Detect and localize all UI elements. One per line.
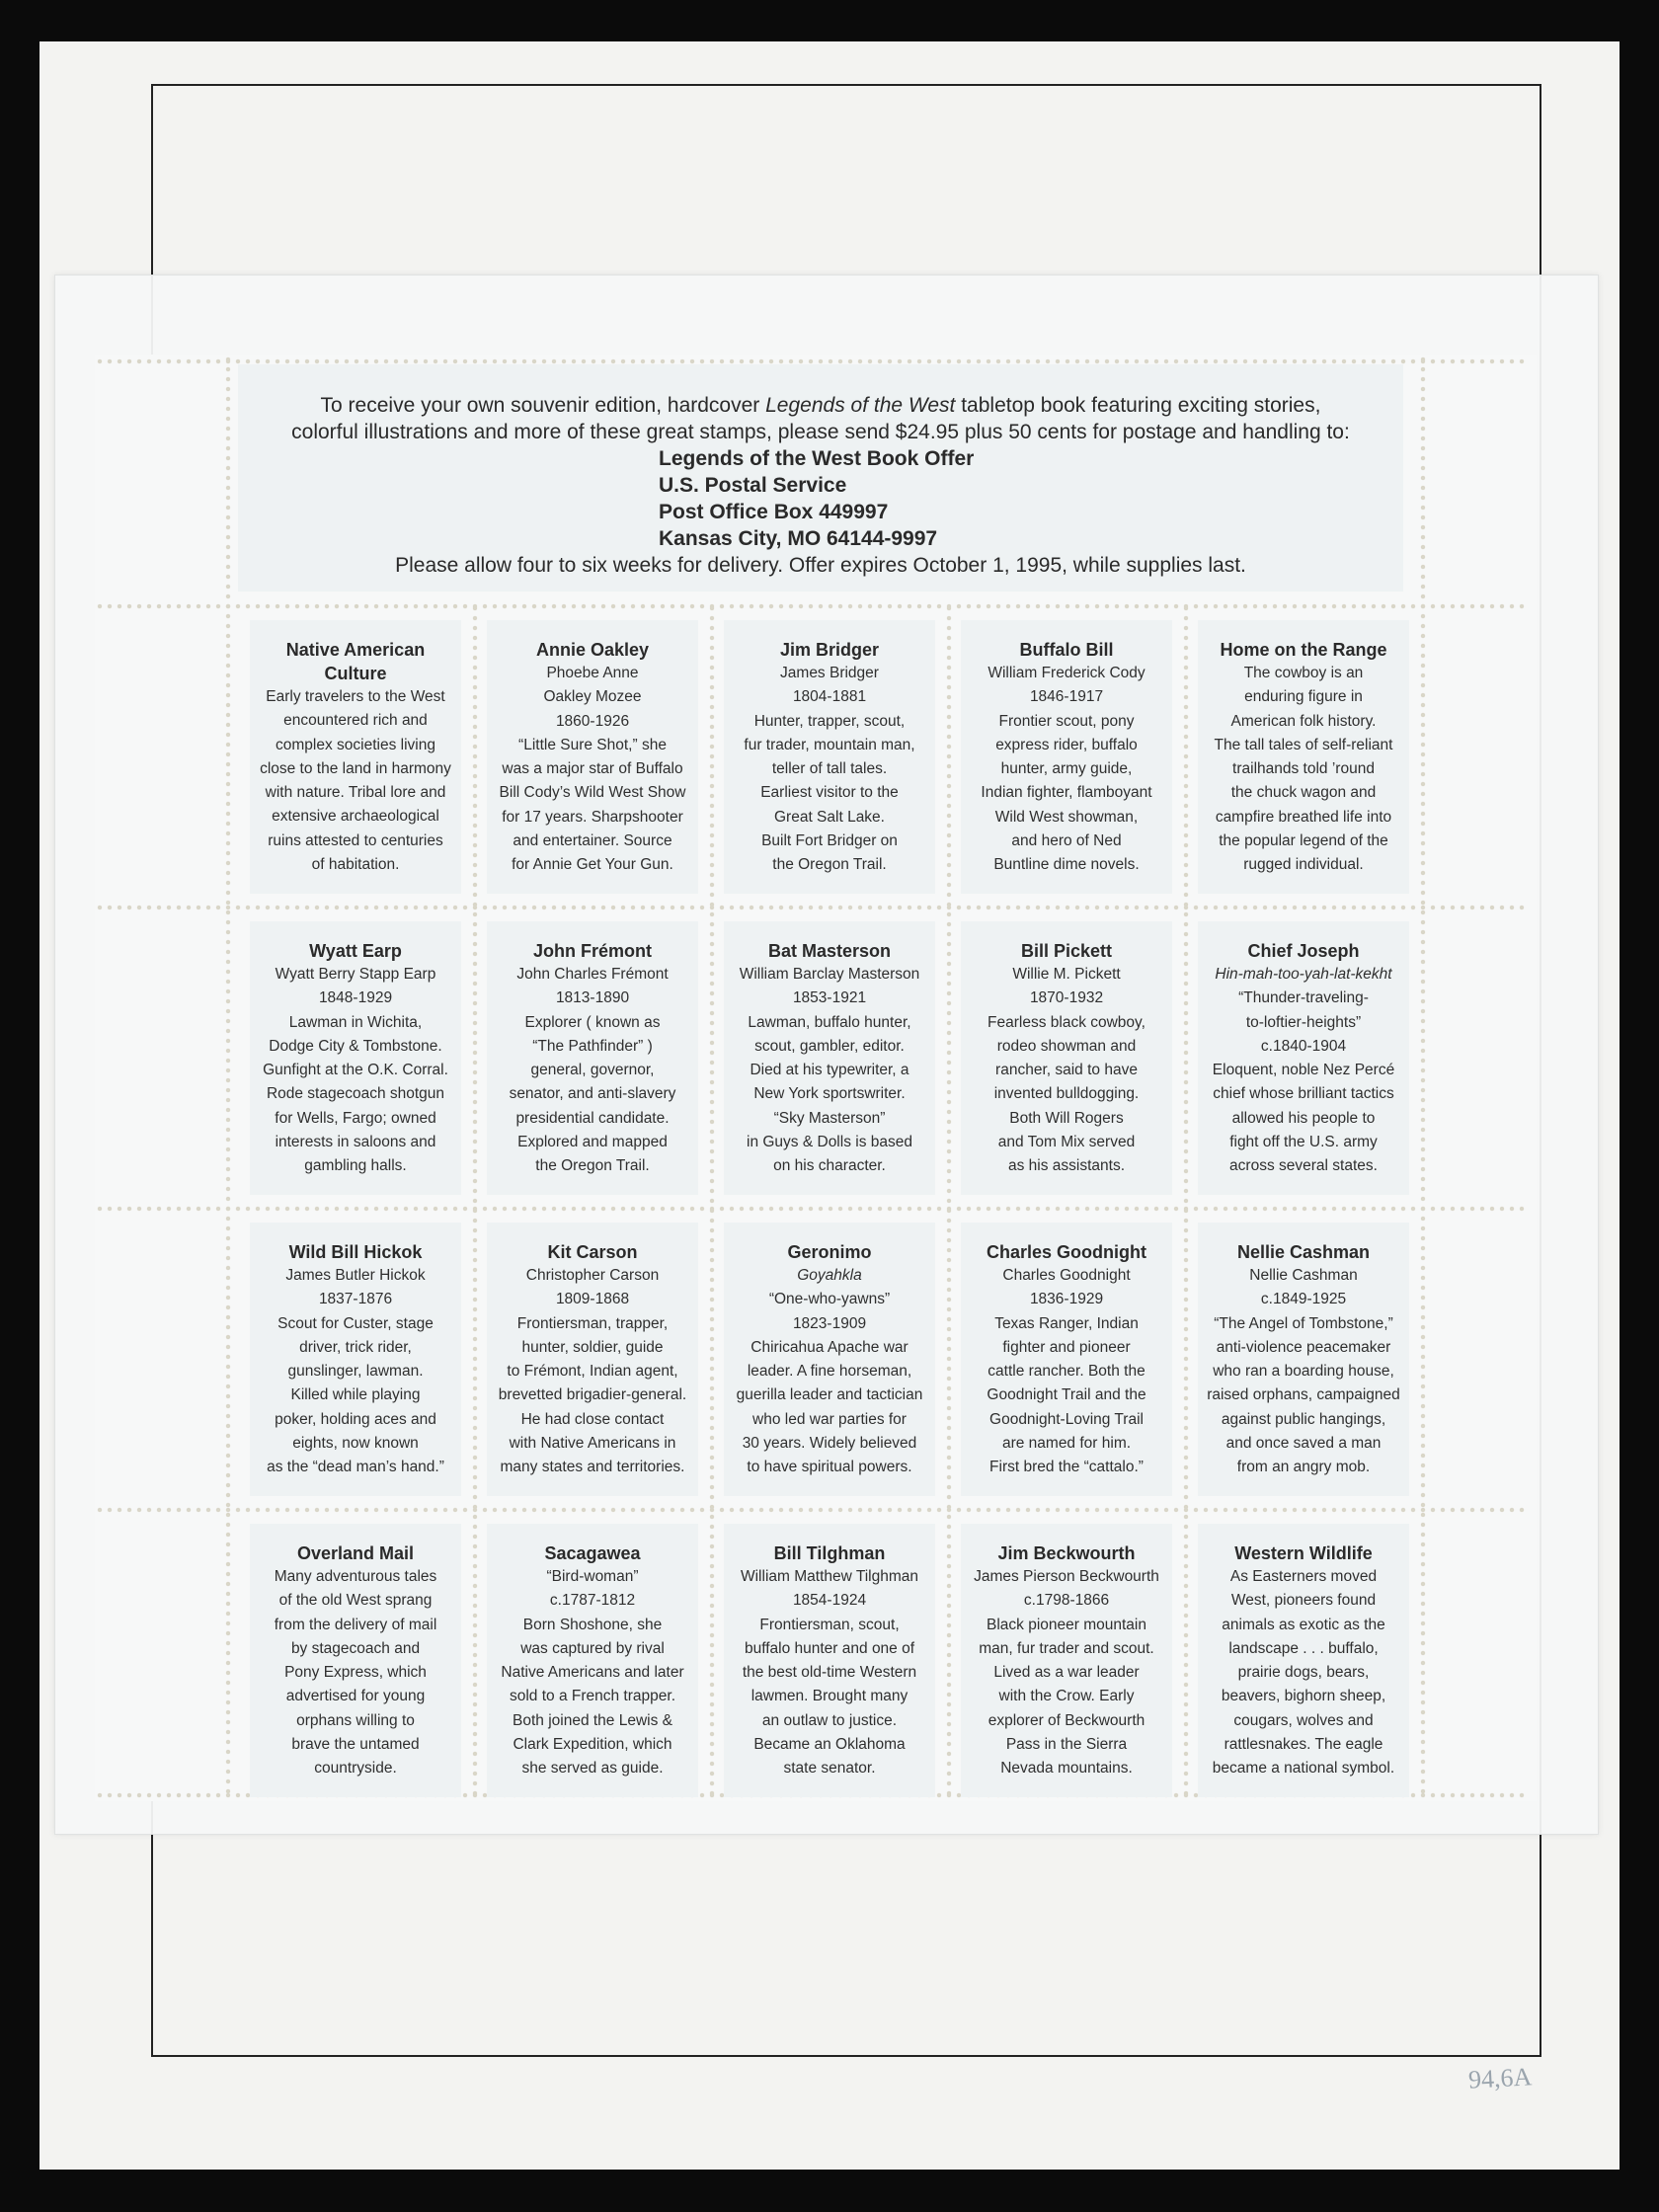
- address-line: U.S. Postal Service: [659, 474, 847, 497]
- stamp-text-line: Nellie Cashman: [1249, 1267, 1358, 1284]
- stamp-text-line: “The Pathfinder” ): [532, 1037, 653, 1055]
- stamp-text-line: 1854-1924: [792, 1592, 867, 1610]
- stamp-text-line: she served as guide.: [521, 1760, 664, 1778]
- stamp-text-line: campfire breathed life into: [1215, 808, 1392, 826]
- stamp-text-line: encountered rich and: [283, 712, 428, 730]
- stamp-text-line: Native Americans and later: [501, 1664, 684, 1682]
- stamp-cell: [475, 908, 712, 1209]
- stamp-text-line: was a major star of Buffalo: [502, 760, 683, 778]
- stamp-text-line: Wild West showman,: [994, 808, 1139, 826]
- stamp-text-line: gambling halls.: [304, 1157, 407, 1175]
- stamp-cell: [238, 1209, 475, 1510]
- stamp-text-line: general, governor,: [530, 1062, 655, 1079]
- stamp-text-line: to-loftier-heights”: [1245, 1013, 1362, 1031]
- book-title: Legends of the West: [765, 394, 956, 417]
- stamp-text-line: John Charles Frémont: [516, 966, 669, 983]
- stamp-text-line: c.1787-1812: [549, 1592, 636, 1610]
- stamp-text-line: Earliest visitor to the: [760, 784, 899, 802]
- stamp-text-line: 1813-1890: [555, 989, 630, 1007]
- stamp-title: Home on the Range: [1220, 640, 1387, 660]
- stamp-cell: [712, 1209, 949, 1510]
- stamp-text-line: senator, and anti-slavery: [509, 1085, 676, 1103]
- stamp-text-line: Lawman in Wichita,: [288, 1013, 423, 1031]
- stamp-cell: [1186, 1510, 1423, 1811]
- stamp-text-line: sold to a French trapper.: [509, 1688, 675, 1705]
- stamp-text-line: complex societies living: [276, 736, 435, 753]
- stamp-text-line: Chiricahua Apache war: [750, 1338, 908, 1356]
- stamp-text-line: “Thunder-traveling-: [1238, 989, 1369, 1007]
- stamp-text-line: The tall tales of self-reliant: [1214, 736, 1393, 753]
- stamp: [1198, 1223, 1409, 1496]
- stamp-text-line: advertised for young: [285, 1688, 426, 1705]
- stamp-text-line: Goodnight Trail and the: [987, 1386, 1146, 1404]
- stamp-text-line: Built Fort Bridger on: [761, 832, 898, 850]
- stamp-text-line: fur trader, mountain man,: [744, 736, 915, 753]
- stamp-title: Sacagawea: [544, 1543, 641, 1563]
- stamp-cell: [1186, 606, 1423, 908]
- stamp: [487, 620, 698, 894]
- stamp-cell: [712, 1510, 949, 1811]
- stamp-text-line: Texas Ranger, Indian: [994, 1314, 1139, 1332]
- stamp-text-line: rodeo showman and: [996, 1037, 1137, 1055]
- stamp-text-line: “Little Sure Shot,” she: [518, 736, 667, 753]
- stamp-text-line: Black pioneer mountain: [987, 1616, 1146, 1633]
- stamp-text-line: 1846-1917: [1029, 688, 1104, 706]
- stamp: [487, 921, 698, 1195]
- stamp-text-line: chief whose brilliant tactics: [1213, 1085, 1394, 1103]
- stamp-text-line: Both joined the Lewis &: [513, 1711, 672, 1729]
- stamp-title: Chief Joseph: [1247, 941, 1360, 961]
- stamp-text-line: Many adventurous tales: [274, 1568, 437, 1585]
- stamp-text-line: Hunter, trapper, scout,: [753, 712, 906, 730]
- stamp: [250, 620, 461, 894]
- stamp-text-line: and Tom Mix served: [997, 1134, 1136, 1151]
- stamp-text-line: guerilla leader and tactician: [736, 1386, 923, 1404]
- stamp-text-line: 1823-1909: [792, 1314, 867, 1332]
- stamp-text-line: interests in saloons and: [275, 1134, 436, 1151]
- stamp-text-line: Goyahkla: [797, 1267, 862, 1284]
- stamp-text-line: Gunfight at the O.K. Corral.: [263, 1062, 448, 1079]
- stamp-text-line: close to the land in harmony: [260, 759, 451, 777]
- stamp-text-line: “The Angel of Tombstone,”: [1214, 1314, 1393, 1332]
- stamp-text-line: by stagecoach and: [290, 1639, 421, 1657]
- stamp-text-line: buffalo hunter and one of: [744, 1639, 915, 1657]
- stamp-text-line: ruins attested to centuries: [268, 831, 443, 849]
- address-line: Kansas City, MO 64144-9997: [659, 527, 938, 550]
- stamp-text-line: of the old West sprang: [278, 1592, 433, 1610]
- stamp-title: Kit Carson: [547, 1242, 638, 1262]
- stamp-text-line: 1836-1929: [1029, 1291, 1104, 1308]
- stamp-title: Western Wildlife: [1234, 1543, 1373, 1563]
- stamp-text-line: Explorer ( known as: [524, 1013, 661, 1031]
- stamp: [487, 1524, 698, 1797]
- stamp-text-line: hunter, soldier, guide: [521, 1338, 664, 1356]
- stamp-text-line: explorer of Beckwourth: [988, 1711, 1146, 1729]
- stamp: [487, 1223, 698, 1496]
- address-line: Post Office Box 449997: [659, 501, 889, 523]
- stamp-sheet: [95, 355, 1537, 1801]
- stamp-text-line: American folk history.: [1230, 712, 1377, 730]
- stamp-text-line: fighter and pioneer: [1002, 1338, 1131, 1356]
- stamp-cell: [238, 908, 475, 1209]
- stamp-text-line: an outlaw to justice.: [761, 1711, 898, 1729]
- stamp-title: Annie Oakley: [535, 640, 650, 660]
- stamp-text-line: to Frémont, Indian agent,: [507, 1363, 678, 1381]
- stamp-text-line: “Bird-woman”: [546, 1568, 639, 1585]
- stamp-text-line: animals as exotic as the: [1222, 1616, 1385, 1633]
- stamp-cell: [712, 606, 949, 908]
- stamp-cell: [1186, 1209, 1423, 1510]
- stamp-text-line: landscape . . . buffalo,: [1228, 1639, 1379, 1657]
- stamp-text-line: Killed while playing: [290, 1386, 421, 1404]
- stamp-cell: [1186, 908, 1423, 1209]
- stamp-text-line: Clark Expedition, which: [513, 1736, 672, 1754]
- stamp-cell: [238, 606, 475, 908]
- stamp-text-line: was captured by rival: [520, 1639, 665, 1657]
- stamp-text-line: are named for him.: [1001, 1435, 1132, 1453]
- stamp-cell: [949, 1510, 1186, 1811]
- stamp-text-line: Pass in the Sierra: [1005, 1736, 1128, 1754]
- stamp-title: Native American: [285, 640, 426, 660]
- stamp-text-line: from an angry mob.: [1236, 1459, 1371, 1476]
- stamp-text-line: man, fur trader and scout.: [979, 1639, 1154, 1657]
- stamp-text-line: 1837-1876: [318, 1291, 393, 1308]
- stamp-text-line: with nature. Tribal lore and: [265, 784, 446, 802]
- stamp: [724, 1223, 935, 1496]
- stamp-text-line: Phoebe Anne: [546, 665, 639, 681]
- stamp-text-line: many states and territories.: [500, 1459, 685, 1476]
- stamp-text-line: invented bulldogging.: [993, 1085, 1140, 1103]
- offer-text-line-2: colorful illustrations and more of these great stamps, please send $24.95 plus 50 cents for postage and handling to:: [291, 421, 1350, 443]
- stamp-title: Jim Beckwourth: [997, 1543, 1136, 1563]
- stamp-text-line: William Frederick Cody: [988, 665, 1146, 681]
- stamp-cell: [475, 606, 712, 908]
- stamp-text-line: rancher, said to have: [995, 1062, 1138, 1079]
- stamp-text-line: scout, gambler, editor.: [754, 1037, 905, 1055]
- stamp-text-line: 1860-1926: [555, 712, 630, 730]
- stamp-title: Geronimo: [787, 1242, 872, 1262]
- stamp-text-line: cougars, wolves and: [1233, 1711, 1374, 1729]
- stamp-text-line: presidential candidate.: [515, 1109, 670, 1127]
- stamp-mount: [54, 275, 1599, 1835]
- stamp: [1198, 921, 1409, 1195]
- book-offer-header: [238, 364, 1403, 592]
- stamp-text-line: the popular legend of the: [1219, 832, 1388, 850]
- stamp-text-line: on his character.: [773, 1157, 886, 1175]
- stamp-text-line: brave the untamed: [291, 1736, 420, 1754]
- stamp-text-line: became a national symbol.: [1212, 1760, 1395, 1778]
- stamp: [961, 1524, 1172, 1797]
- stamp-text-line: c.1849-1925: [1260, 1291, 1347, 1308]
- stamp-title: Wild Bill Hickok: [288, 1242, 423, 1262]
- stamp-text-line: teller of tall tales.: [771, 760, 888, 778]
- stamp: [961, 620, 1172, 894]
- stamp-text-line: Lived as a war leader: [993, 1664, 1140, 1682]
- stamp-text-line: raised orphans, campaigned: [1207, 1386, 1400, 1404]
- stamp-text-line: First bred the “cattalo.”: [989, 1459, 1144, 1476]
- stamp-text-line: “Sky Masterson”: [773, 1109, 886, 1127]
- stamp-title: Wyatt Earp: [309, 941, 402, 961]
- stamp-text-line: in Guys & Dolls is based: [747, 1134, 912, 1151]
- stamp-text-line: Nevada mountains.: [1000, 1760, 1133, 1778]
- stamp-text-line: the Oregon Trail.: [772, 856, 887, 874]
- stamp-text-line: Fearless black cowboy,: [988, 1013, 1146, 1031]
- stamp-text-line: 30 years. Widely believed: [742, 1435, 917, 1453]
- stamp-text-line: who led war parties for: [752, 1410, 907, 1428]
- stamp-text-line: Born Shoshone, she: [522, 1616, 663, 1633]
- stamp-title: Culture: [324, 664, 387, 683]
- offer-text-line-1: To receive your own souvenir edition, hardcover Legends of the West tabletop book featuring exciting stories,: [320, 394, 1321, 417]
- stamp-text-line: Indian fighter, flamboyant: [981, 784, 1152, 802]
- stamp: [724, 1524, 935, 1797]
- stamp-text-line: Willie M. Pickett: [1012, 966, 1121, 983]
- stamp-text-line: who ran a boarding house,: [1213, 1363, 1394, 1381]
- stamp-text-line: allowed his people to: [1231, 1109, 1376, 1127]
- stamp-text-line: express rider, buffalo: [995, 736, 1138, 753]
- stamp-text-line: brevetted brigadier-general.: [498, 1386, 687, 1404]
- stamp-text-line: William Matthew Tilghman: [740, 1568, 919, 1585]
- stamp-text-line: Oakley Mozee: [543, 688, 642, 706]
- stamp-text-line: as the “dead man’s hand.”: [267, 1459, 444, 1476]
- stamp-text-line: and once saved a man: [1225, 1435, 1382, 1453]
- stamp-text-line: enduring figure in: [1244, 688, 1363, 706]
- stamp-text-line: rugged individual.: [1243, 856, 1364, 874]
- stamp-text-line: Buntline dime novels.: [993, 856, 1140, 874]
- stamp-text-line: beavers, bighorn sheep,: [1221, 1688, 1386, 1705]
- stamp-text-line: 1848-1929: [318, 989, 393, 1007]
- stamp: [961, 1223, 1172, 1496]
- stamp-text-line: cattle rancher. Both the: [988, 1363, 1146, 1381]
- stamp-text-line: across several states.: [1229, 1157, 1378, 1175]
- stamp-text-line: Lawman, buffalo hunter,: [748, 1013, 911, 1031]
- album-page-number: 94,6A: [1467, 2062, 1533, 2094]
- stamp-cell: [475, 1209, 712, 1510]
- stamp: [724, 620, 935, 894]
- stamp-text-line: for Wells, Fargo; owned: [275, 1109, 436, 1127]
- stamp-text-line: c.1840-1904: [1260, 1037, 1347, 1055]
- stamp-cell: [949, 606, 1186, 908]
- stamp-text-line: hunter, army guide,: [1000, 760, 1133, 778]
- stamp-text-line: Hin-mah-too-yah-lat-kekht: [1215, 966, 1392, 983]
- offer-footer: Please allow four to six weeks for delivery. Offer expires October 1, 1995, while supplies last.: [395, 554, 1246, 577]
- stamp: [250, 921, 461, 1195]
- stamp-text-line: orphans willing to: [296, 1711, 415, 1729]
- stamp: [724, 921, 935, 1195]
- stamp-text-line: 1809-1868: [555, 1291, 630, 1308]
- stamp-text-line: James Butler Hickok: [285, 1267, 426, 1284]
- stamp-title: Nellie Cashman: [1236, 1242, 1371, 1262]
- stamp-text-line: Goodnight-Loving Trail: [989, 1410, 1144, 1428]
- stamp-text-line: Frontiersman, trapper,: [516, 1314, 669, 1332]
- stamp-title: Bill Pickett: [1020, 941, 1113, 961]
- stamp-text-line: Christopher Carson: [525, 1267, 660, 1284]
- stamp-text-line: Scout for Custer, stage: [277, 1314, 434, 1332]
- stamp-text-line: trailhands told ’round: [1232, 760, 1375, 778]
- stamp-text-line: to have spiritual powers.: [747, 1459, 912, 1476]
- stamp-cell: [238, 1510, 475, 1811]
- stamp-text-line: as his assistants.: [1007, 1157, 1126, 1175]
- stamp-text-line: Became an Oklahoma: [753, 1736, 906, 1754]
- stamp-grid: [238, 606, 1423, 1811]
- stamp-text-line: Early travelers to the West: [266, 688, 445, 705]
- stamp-text-line: Wyatt Berry Stapp Earp: [275, 966, 436, 983]
- stamp-text-line: countryside.: [314, 1760, 397, 1778]
- stamp-text-line: with the Crow. Early: [998, 1688, 1135, 1705]
- stamp-cell: [949, 908, 1186, 1209]
- stamp: [250, 1524, 461, 1797]
- stamp-text-line: from the delivery of mail: [274, 1616, 437, 1633]
- stamp-text-line: Eloquent, noble Nez Percé: [1212, 1062, 1395, 1079]
- stamp-text-line: Bill Cody’s Wild West Show: [499, 784, 686, 802]
- stamp-text-line: driver, trick rider,: [299, 1338, 412, 1356]
- stamp: [1198, 620, 1409, 894]
- stamp-text-line: Frontiersman, scout,: [759, 1616, 900, 1633]
- stamp-title: Bill Tilghman: [773, 1543, 886, 1563]
- stamp-text-line: James Bridger: [780, 665, 879, 681]
- stamp-text-line: anti-violence peacemaker: [1216, 1338, 1391, 1356]
- stamp-text-line: rattlesnakes. The eagle: [1224, 1736, 1383, 1754]
- stamp-text-line: the chuck wagon and: [1230, 784, 1377, 802]
- stamp-title: Buffalo Bill: [1019, 640, 1114, 660]
- stamp-text-line: prairie dogs, bears,: [1237, 1664, 1370, 1682]
- stamp-text-line: Dodge City & Tombstone.: [269, 1037, 442, 1055]
- stamp-text-line: 1853-1921: [792, 989, 867, 1007]
- stamp-text-line: Both Will Rogers: [1009, 1109, 1124, 1127]
- stamp-text-line: against public hangings,: [1221, 1410, 1386, 1428]
- stamp-text-line: The cowboy is an: [1243, 665, 1364, 681]
- stamp-cell: [949, 1209, 1186, 1510]
- stamp-text-line: poker, holding aces and: [275, 1410, 436, 1428]
- stamp-text-line: state senator.: [783, 1760, 876, 1778]
- stamp-cell: [712, 908, 949, 1209]
- stamp-text-line: New York sportswriter.: [753, 1085, 906, 1103]
- stamp-text-line: the Oregon Trail.: [535, 1157, 650, 1175]
- stamp-text-line: fight off the U.S. army: [1229, 1134, 1378, 1151]
- stamp-text-line: of habitation.: [311, 856, 400, 874]
- stamp-text-line: the best old-time Western: [742, 1664, 917, 1682]
- stamp-text-line: West, pioneers found: [1230, 1592, 1377, 1610]
- stamp-text-line: “One-who-yawns”: [768, 1291, 891, 1308]
- stamp-text-line: As Easterners moved: [1229, 1568, 1378, 1585]
- stamp-title: Bat Masterson: [767, 941, 892, 961]
- stamp-text-line: Charles Goodnight: [1002, 1267, 1131, 1284]
- stamp-text-line: and hero of Ned: [1011, 832, 1122, 850]
- stamp-text-line: eights, now known: [292, 1435, 419, 1453]
- stamp: [961, 921, 1172, 1195]
- stamp-text-line: James Pierson Beckwourth: [974, 1568, 1159, 1585]
- perforation-column: [225, 355, 231, 1796]
- address-line: Legends of the West Book Offer: [659, 447, 975, 470]
- stamp-title: John Frémont: [533, 941, 652, 961]
- stamp-text-line: 1870-1932: [1029, 989, 1104, 1007]
- stamp-text-line: Died at his typewriter, a: [750, 1062, 909, 1079]
- stamp-text-line: c.1798-1866: [1023, 1592, 1110, 1610]
- stamp-cell: [475, 1510, 712, 1811]
- stamp-text-line: William Barclay Masterson: [739, 966, 920, 983]
- stamp-text-line: Great Salt Lake.: [773, 808, 885, 826]
- stamp-title: Jim Bridger: [779, 640, 880, 660]
- stamp-text-line: lawmen. Brought many: [750, 1688, 908, 1705]
- stamp-text-line: 1804-1881: [792, 688, 867, 706]
- stamp-text-line: for 17 years. Sharpshooter: [502, 808, 683, 826]
- stamp-text-line: for Annie Get Your Gun.: [512, 856, 673, 874]
- stamp-text-line: He had close contact: [520, 1410, 665, 1428]
- stamp-text-line: leader. A fine horseman,: [747, 1363, 912, 1381]
- stamp-title: Charles Goodnight: [987, 1242, 1146, 1262]
- stamp-title: Overland Mail: [296, 1543, 415, 1563]
- stamp-text-line: gunslinger, lawman.: [287, 1363, 424, 1381]
- stamp-text-line: Rode stagecoach shotgun: [266, 1085, 445, 1103]
- stamp: [250, 1223, 461, 1496]
- stamp-text-line: Pony Express, which: [284, 1664, 427, 1682]
- stamp-text-line: Explored and mapped: [517, 1134, 668, 1151]
- stamp: [1198, 1524, 1409, 1797]
- stamp-text-line: extensive archaeological: [272, 808, 439, 826]
- stamp-text-line: with Native Americans in: [509, 1435, 676, 1453]
- stamp-text-line: and entertainer. Source: [513, 832, 672, 850]
- stamp-text-line: Frontier scout, pony: [998, 712, 1135, 730]
